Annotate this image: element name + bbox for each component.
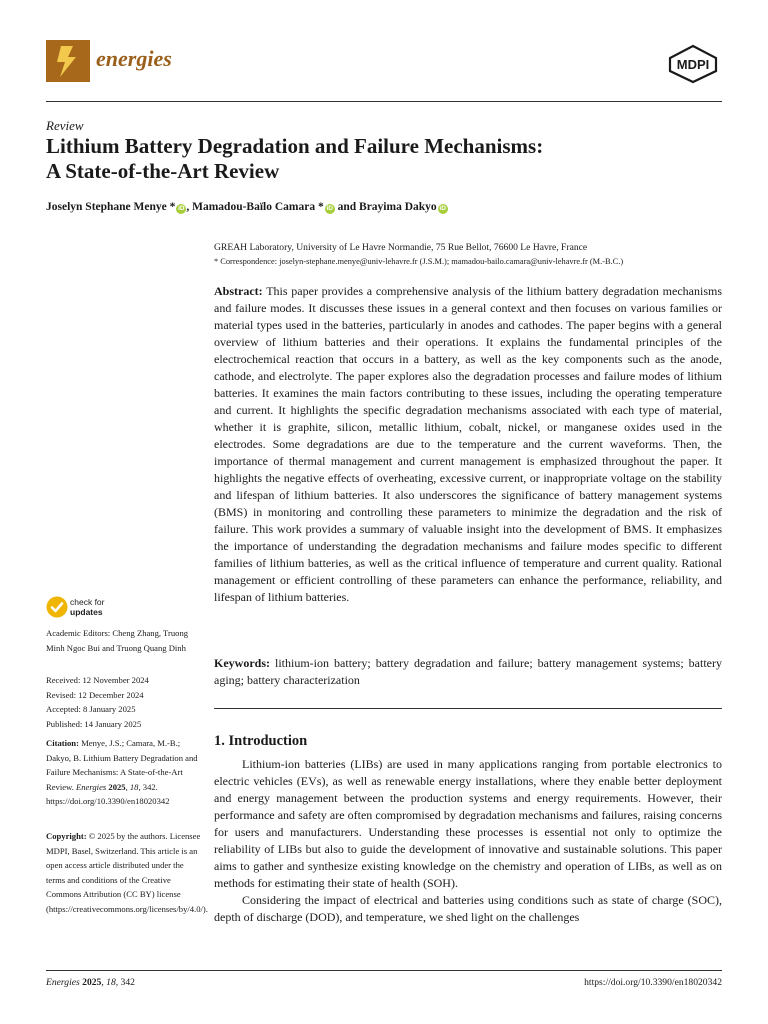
mdpi-logo-icon (666, 44, 720, 84)
publisher-logo[interactable] (666, 44, 720, 84)
received-date: Received: 12 November 2024 (46, 675, 149, 685)
publisher-name: MDPI (676, 57, 710, 72)
intro-paragraph-2: Considering the impact of electrical and batteries using conditions such as state of charge (SOC), depth of discharge (DOD), and temperature, we shed light on the challenges (214, 893, 722, 924)
journal-logo (46, 40, 90, 82)
footer-journal: Energies (46, 977, 80, 988)
accepted-date: Accepted: 8 January 2025 (46, 704, 136, 715)
footer-page: 342 (120, 977, 135, 988)
orcid-icon[interactable]: iD (178, 205, 185, 212)
author-1-name[interactable]: Joselyn Stephane Menye (46, 201, 167, 213)
check-for-updates-button[interactable] (46, 596, 136, 620)
published-date: Published: 14 January 2025 (46, 718, 142, 729)
footer-divider (46, 970, 722, 971)
abstract-label: Abstract: (214, 284, 263, 298)
correspondence: * Correspondence: joselyn-stephane.menye@univ-lehavre.fr (J.S.M.); mamadou-bailo.camara@univ-lehavre.fr (M.-B.C.) (214, 257, 624, 266)
publication-dates (46, 673, 204, 731)
author-2-mark: * (315, 201, 324, 213)
revised-date: Revised: 12 December 2024 (46, 689, 144, 700)
orcid-icon[interactable]: iD (326, 205, 333, 212)
article-type: Review (46, 118, 84, 133)
author-1-mark: * (166, 201, 176, 213)
abstract-text: This paper provides a comprehensive analysis of the lithium battery degradation mechanisms and failure modes. It discusses these issues in a general context and then focuses on various families or material types used in the batteries, particularly in anodes and cathodes. The paper begins with a general overview of lithium batteries and their operations. It explains the fundamental principles of the electrochemical reaction that occurs in a battery, as well as the key components such as the anode, cathode, and electrolyte. The paper explores also the degradation processes and failure modes of lithium batteries. It examines the main factors contributing to these issues, including the operating temperature and current. It highlights the specific degradation mechanisms associated with each type of material, whether it is graphite, silicon, metallic lithium, cobalt, nickel, or manganese oxides used in the electrodes. Some degradations are due to the temperature and the current waveforms. Then, the importance of thermal management and current management is emphasized throughout the paper. It highlights the negative effects of overheating, excessive current, or inappropriate voltage on the stability and lifespan of lithium batteries. It also underscores the significance of battery management systems (BMS) in monitoring and controlling these parameters to minimize the degradation and the risk of failure. This work provides a summary of valuable insight into the development of BMS. It emphasizes the importance of understanding the degradation mechanisms and failure modes specific to different families of lithium batteries, as well as the critical influence of temperature and current quality. Rational management or efficient controlling of these parameters can enhance the performance, reliability, and lifespan of lithium batteries. (214, 284, 722, 604)
citation-journal: Energies (76, 781, 107, 792)
title-line-1: Lithium Battery Degradation and Failure Mechanisms: (46, 134, 544, 158)
check-updates-text (70, 597, 105, 617)
footer-doi-link[interactable]: https://doi.org/10.3390/en18020342 (584, 977, 722, 988)
keywords (214, 655, 722, 689)
footer-year: 2025 (82, 977, 102, 988)
copyright-label: Copyright: (46, 831, 87, 841)
copyright-notice (46, 829, 208, 917)
introduction-body (214, 756, 722, 926)
author-3-name[interactable]: Brayima Dakyo (359, 201, 437, 213)
journal-name[interactable]: energies (96, 46, 172, 71)
keywords-text: lithium-ion battery; battery degradation and failure; battery management systems; battery aging; battery characterization (214, 656, 723, 687)
section-heading-introduction: 1. Introduction (214, 733, 308, 749)
section-divider (214, 708, 722, 709)
academic-editors (46, 626, 204, 655)
check-updates-line-1: check for (70, 597, 105, 607)
author-list (46, 199, 706, 215)
article-title (46, 134, 706, 184)
author-separator-2: and (334, 201, 360, 213)
citation-doi[interactable]: , 342. https://doi.org/10.3390/en18020342 (46, 781, 170, 807)
author-separator-1: , (186, 201, 193, 213)
citation-text: Menye, J.S.; Camara, M.-B.; Dakyo, B. Lithium Battery Degradation and Failure Mechanisms: A State-of-the-Art Review. (46, 738, 198, 792)
editors-text: Cheng Zhang, Truong Minh Ngoc Bui and Truong Quang Dinh (46, 628, 189, 653)
check-updates-line-2: updates (70, 607, 103, 617)
intro-paragraph-1: Lithium-ion batteries (LIBs) are used in many applications ranging from portable electronics to electric vehicles (EVs), as well as renewable energy installations, where they enable better deployment and energy management between the production systems and energy requirements. However, their performance and safety are often compromised by degradation mechanisms and failures, raising concerns for users and manufacturers. Understanding these processes is essential not only to optimize the reliability of LIBs but also to guide the development of innovative and sustainable solutions. This paper aims to gather and synthesize existing knowledge on the chemistry and operation of LIBs, as well as on methods for estimating their state of health (SOH). (214, 757, 722, 890)
header-divider (46, 101, 722, 102)
editors-label: Academic Editors: (46, 628, 111, 638)
citation-year: 2025 (108, 781, 126, 792)
citation-label: Citation: (46, 738, 79, 748)
footer-citation: Energies 2025, 18, 342 (46, 977, 135, 988)
lightning-bolt-icon (46, 40, 90, 82)
keywords-label: Keywords: (214, 656, 270, 670)
check-updates-icon (46, 596, 68, 618)
copyright-text: © 2025 by the authors. Licensee MDPI, Basel, Switzerland. This article is an open access article distributed under the terms and conditions of the Creative Commons Attribution (CC BY) license (https://creativecommons.org/licenses/by/4.0/). (46, 831, 208, 914)
citation-volume: 18 (129, 781, 139, 792)
footer-volume: 18 (106, 977, 116, 988)
author-2-name[interactable]: Mamadou-Baïlo Camara (192, 201, 316, 213)
citation: Citation: Menye, J.S.; Camara, M.-B.; Dakyo, B. Lithium Battery Degradation and Failure Mechanisms: A State-of-the-Art Review. Energies 2025, 18, 342. https://doi.org/10.3390/en18020342 (46, 738, 198, 807)
orcid-icon[interactable]: iD (439, 205, 446, 212)
affiliation: GREAH Laboratory, University of Le Havre Normandie, 75 Rue Bellot, 76600 Le Havre, France (214, 242, 588, 253)
title-line-2: A State-of-the-Art Review (46, 159, 280, 183)
abstract (214, 283, 722, 606)
